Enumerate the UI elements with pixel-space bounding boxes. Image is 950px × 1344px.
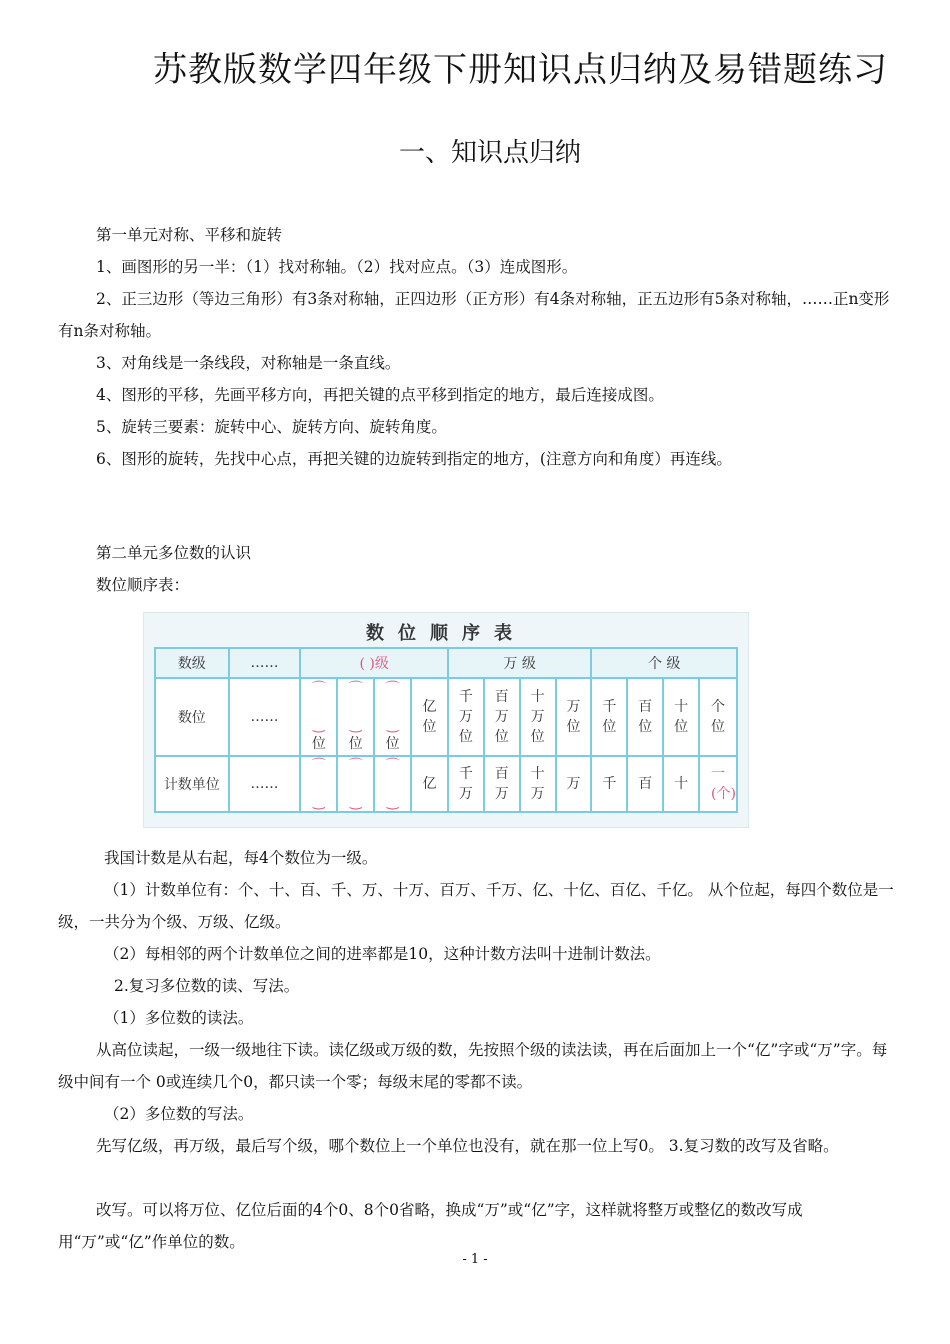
place-cell [411, 678, 448, 756]
blank-unit-cell: ⌒ ‿ [374, 756, 411, 812]
unit-name: 十万 [530, 766, 545, 802]
unit-cell [627, 756, 663, 812]
unit-name: 百 [638, 776, 653, 792]
unit1-item-3: 3、对角线是一条线段，对称轴是一条直线。 [96, 354, 401, 372]
unit1-item-4: 4、图形的平移，先画平移方向，再把关键的点平移到指定的地方，最后连接成图。 [96, 386, 664, 404]
level-blank [300, 648, 448, 678]
page-number: - 1 - [462, 1252, 488, 1267]
level-ge: 个 级 [591, 648, 737, 678]
unit2-heading: 第二单元多位数的认识 [96, 544, 252, 562]
level-wan: 万 级 [448, 648, 592, 678]
place-value-table [154, 647, 738, 813]
paragraph: 2.复习多位数的读、写法。 [114, 977, 300, 995]
table-intro: 数位顺序表： [96, 576, 190, 594]
row-label-unit: 计数单位 [155, 756, 229, 812]
blank-place-cell: ⌒ ‿ 位 [374, 678, 411, 756]
unit1-item-1: 1、画图形的另一半：（1）找对称轴。（2）找对应点。（3）连成图形。 [96, 258, 578, 276]
unit1-item-5: 5、旋转三要素：旋转中心、旋转方向、旋转角度。 [96, 418, 447, 436]
blank-unit-cell: ⌒ ‿ [300, 756, 337, 812]
table-row [155, 648, 737, 678]
unit-name: 十 [674, 776, 689, 792]
unit-cell [591, 756, 627, 812]
row-label-place: 数位 [155, 678, 229, 756]
unit1-heading: 第一单元对称、平移和旋转 [96, 226, 283, 244]
place-suffix: 位 [311, 736, 326, 752]
paragraph: 我国计数是从右起，每4个数位为一级。 [104, 849, 378, 867]
place-name: 百万位 [494, 689, 509, 745]
unit-name: 百万 [494, 766, 509, 802]
ellipsis-cell: …… [229, 678, 301, 756]
row-label-level: 数级 [155, 648, 229, 678]
unit1-item-2: 2、正三边形（等边三角形）有3条对称轴，正四边形（正方形）有4条对称轴，正五边形有5条对称轴，……正n变形有n条对称轴。 [58, 290, 890, 340]
level-blank-text: ( )级 [359, 656, 389, 672]
unit-cell [663, 756, 699, 812]
place-name: 千位 [602, 699, 617, 735]
section-heading: 一、知识点归纳 [398, 138, 581, 168]
paragraph: （1）多位数的读法。 [104, 1009, 254, 1027]
place-name: 亿位 [422, 699, 437, 735]
paragraph: 从高位读起，一级一级地往下读。读亿级或万级的数，先按照个级的读法读，再在后面加上一个“亿”字或“万”字。每级中间有一个 0或连续几个0，都只读一个零；每级末尾的零都不读。 [58, 1041, 888, 1091]
unit-cell [520, 756, 556, 812]
place-cell [663, 678, 699, 756]
paragraph: 先写亿级，再万级，最后写个级，哪个数位上一个单位也没有，就在那一位上写0。 3.复习数的改写及省略。 [96, 1137, 839, 1155]
paragraph: （2）每相邻的两个计数单位之间的进率都是10，这种计数方法叫十进制计数法。 [104, 945, 661, 963]
paragraph: （2）多位数的写法。 [104, 1105, 254, 1123]
blank-place-cell: ⌒ ‿ 位 [300, 678, 337, 756]
unit-cell [699, 756, 737, 812]
place-name: 个位 [711, 699, 726, 735]
unit1-item-6: 6、图形的旋转，先找中心点，再把关键的边旋转到指定的地方，(注意方向和角度）再连线。 [96, 450, 732, 468]
unit-name: 一(个) [711, 766, 736, 802]
place-name: 百位 [638, 699, 653, 735]
unit-cell [556, 756, 592, 812]
place-cell [484, 678, 520, 756]
place-value-table-image [143, 612, 749, 828]
unit-name: 千万 [458, 766, 473, 802]
blank-place-cell: ⌒ ‿ 位 [337, 678, 374, 756]
unit-cell [448, 756, 484, 812]
ellipsis-cell: …… [229, 756, 301, 812]
place-name: 万位 [566, 699, 581, 735]
blank-unit-cell: ⌒ ‿ [337, 756, 374, 812]
place-cell [699, 678, 737, 756]
ellipsis-cell: …… [229, 648, 301, 678]
place-suffix: 位 [385, 736, 400, 752]
unit-cell [484, 756, 520, 812]
unit-name: 万 [566, 776, 581, 792]
place-name: 十万位 [530, 689, 545, 745]
place-cell [591, 678, 627, 756]
place-name: 十位 [674, 699, 689, 735]
paragraph: （1）计数单位有：个、十、百、千、万、十万、百万、千万、亿、十亿、百亿、千亿。 从个位起，每四个数位是一级，一共分为个级、万级、亿级。 [58, 881, 894, 931]
table-title: 数位顺序表 [366, 623, 526, 644]
place-cell [556, 678, 592, 756]
place-cell [448, 678, 484, 756]
place-cell [627, 678, 663, 756]
place-cell [520, 678, 556, 756]
table-row [155, 678, 737, 756]
place-name: 千万位 [458, 689, 473, 745]
unit-cell [411, 756, 448, 812]
unit-name: 千 [602, 776, 617, 792]
document-title: 苏教版数学四年级下册知识点归纳及易错题练习 [153, 50, 888, 90]
place-suffix: 位 [348, 736, 363, 752]
table-row [155, 756, 737, 812]
unit-name: 亿 [422, 776, 437, 792]
paragraph: 改写。可以将万位、亿位后面的4个0、8个0省略，换成“万”或“亿”字，这样就将整万或整亿的数改写成用“万”或“亿”作单位的数。 [58, 1201, 803, 1251]
